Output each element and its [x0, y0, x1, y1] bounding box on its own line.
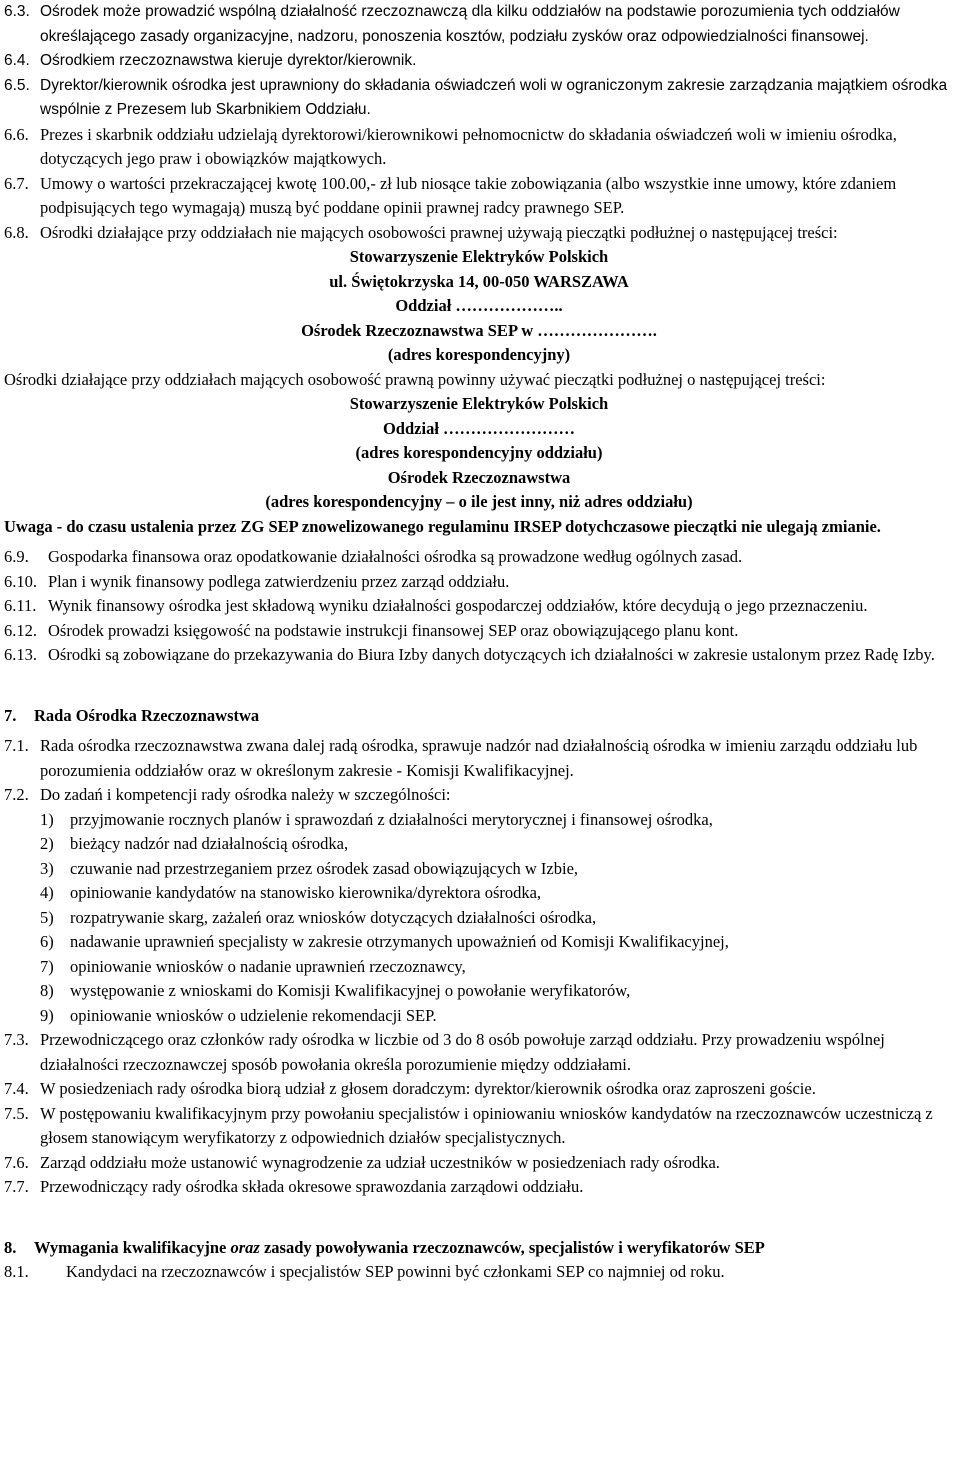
paragraph-8-1 [4, 1260, 954, 1285]
paragraph-number: 6.13. [4, 645, 37, 664]
paragraph-7-7 [4, 1175, 954, 1200]
list-text: występowanie z wnioskami do Komisji Kwalifikacyjnej o powołanie weryfikatorów, [70, 981, 631, 1000]
paragraph-text: W postępowaniu kwalifikacyjnym przy powołaniu specjalistów i opiniowaniu wniosków kandydatów na rzeczoznawców uczestniczą z głosem stanowiącym weryfikatorzy z odpowiednich działów specjalistycznych. [40, 1103, 933, 1147]
stamp-line: Oddział ……………….. [395, 296, 563, 315]
paragraph-text: Wynik finansowy ośrodka jest składową wyniku działalności gospodarczej oddziałów, które decydują o jego przeznaczeniu. [48, 596, 868, 615]
paragraph-text: Przewodniczący rady ośrodka składa okresowe sprawozdania zarządowi oddziału. [40, 1177, 584, 1196]
stamp-line: Oddział …………………… [382, 418, 576, 438]
list-text: przyjmowanie rocznych planów i sprawozdań z działalności merytorycznej i finansowej ośrodka, [70, 809, 713, 829]
paragraph-text: Ośrodkiem rzeczoznawstwa kieruje dyrektor/kierownik. [40, 52, 417, 69]
paragraph-text: Ośrodki działające przy oddziałach nie mających osobowości prawnej używają pieczątki podłużnej o następującej treści: [40, 222, 838, 242]
paragraph-text: Kandydaci na rzeczoznawców i specjalistów SEP powinni być członkami SEP co najmniej od roku. [66, 1262, 725, 1281]
paragraph-number: 6.3. [4, 3, 30, 20]
list-text: opiniowanie wniosków o udzielenie rekomendacji SEP. [70, 1005, 437, 1025]
stamp-line: Ośrodek Rzeczoznawstwa SEP w …………………. [301, 320, 657, 340]
paragraph-number: 7.5. [4, 1103, 29, 1123]
paragraph-between-stamps: Ośrodki działające przy oddziałach mających osobowość prawną powinny używać pieczątki podłużnej o następującej treści: [4, 369, 826, 389]
paragraph-text: Ośrodek może prowadzić wspólną działalność rzeczoznawczą dla kilku oddziałów na podstawie porozumienia tych oddziałów określającego zasady organizacyjne, nadzoru, ponoszenia kosztów, podziału zysków oraz odpowiedzialności finansowej. [40, 3, 900, 45]
paragraph-7-4 [4, 1077, 954, 1102]
paragraph-number: 7.3. [4, 1030, 29, 1049]
list-item [4, 808, 954, 833]
paragraph-text: Plan i wynik finansowy podlega zatwierdzeniu przez zarząd oddziału. [48, 571, 510, 591]
stamp-line: Ośrodek Rzeczoznawstwa [387, 467, 571, 487]
paragraph-6-5 [4, 74, 954, 123]
paragraph-text: Prezes i skarbnik oddziału udzielają dyrektorowi/kierownikowi pełnomocnictw do składania oświadczeń woli w imieniu ośrodka, dotyczących jego praw i obowiązków majątkowych. [40, 124, 897, 168]
stamp-line: Stowarzyszenie Elektryków Polskich [349, 247, 609, 266]
note-paragraph: Uwaga - do czasu ustalenia przez ZG SEP znowelizowanego regulaminu IRSEP dotychczasowe pieczątki nie ulegają zmianie. [4, 516, 881, 536]
list-number: 5) [40, 907, 54, 927]
list-number: 3) [40, 858, 54, 878]
section-title-part: Wymagania kwalifikacyjne [34, 1237, 231, 1257]
paragraph-text: Przewodniczącego oraz członków rady ośrodka w liczbie od 3 do 8 osób powołuje zarząd oddziału. Przy prowadzeniu wspólnej działalności rzeczoznawczej sposób powołania określa porozumienie między oddziałami. [40, 1030, 885, 1074]
list-text: czuwanie nad przestrzeganiem przez ośrodek zasad obowiązujących w Izbie, [70, 858, 579, 878]
paragraph-6-13 [4, 643, 954, 668]
paragraph-number: 7.4. [4, 1079, 29, 1098]
paragraph-7-2 [4, 783, 954, 808]
paragraph-7-6 [4, 1151, 954, 1176]
paragraph-number: 6.4. [4, 52, 30, 69]
paragraph-6-3 [4, 0, 954, 49]
paragraph-6-12 [4, 619, 954, 644]
paragraph-number: 6.6. [4, 124, 29, 144]
list-text: opiniowanie kandydatów na stanowisko kierownika/dyrektora ośrodka, [70, 883, 542, 902]
paragraph-6-4 [4, 49, 954, 74]
list-number: 1) [40, 809, 54, 829]
paragraph-text: W posiedzeniach rady ośrodka biorą udział z głosem doradczym: dyrektor/kierownik ośrodka oraz zaproszeni goście. [40, 1079, 816, 1098]
stamp-template-1 [4, 245, 954, 368]
list-item [4, 906, 954, 931]
paragraph-number: 6.7. [4, 173, 29, 193]
list-number: 7) [40, 956, 54, 976]
paragraph-text: Dyrektor/kierownik ośrodka jest uprawniony do składania oświadczeń woli w ograniczonym zakresie zarządzania majątkiem ośrodka wspólnie z Prezesem lub Skarbnikiem Oddziału. [40, 76, 948, 118]
paragraph-number: 7.7. [4, 1177, 29, 1196]
stamp-line: (adres korespondencyjny oddziału) [355, 443, 603, 462]
list-text: rozpatrywanie skarg, zażaleń oraz wniosków dotyczących działalności ośrodka, [70, 907, 597, 927]
stamp-line: ul. Świętokrzyska 14, 00-050 WARSZAWA [329, 271, 629, 291]
list-item [4, 930, 954, 955]
section-number: 7. [4, 705, 17, 725]
paragraph-number: 7.6. [4, 1152, 29, 1172]
paragraph-number: 6.5. [4, 76, 30, 94]
paragraph-6-7 [4, 172, 954, 221]
stamp-line: (adres korespondencyjny) [387, 345, 571, 364]
paragraph-6-11 [4, 594, 954, 619]
paragraph-number: 6.11. [4, 596, 37, 615]
paragraph-6-8 [4, 221, 954, 246]
paragraph-text: Gospodarka finansowa oraz opodatkowanie działalności ośrodka są prowadzone według ogólnych zasad. [48, 547, 743, 566]
stamp-line: Stowarzyszenie Elektryków Polskich [349, 394, 609, 413]
paragraph-7-5 [4, 1102, 954, 1151]
list-text: bieżący nadzór nad działalnością ośrodka, [70, 834, 349, 853]
stamp-line: (adres korespondencyjny – o ile jest inny, niż adres oddziału) [265, 492, 693, 511]
section-number: 8. [4, 1237, 17, 1257]
paragraph-7-1 [4, 734, 954, 783]
list-number: 2) [40, 834, 54, 853]
list-item [4, 881, 954, 906]
paragraph-text: Zarząd oddziału może ustanowić wynagrodzenie za udział uczestników w posiedzeniach rady ośrodka. [40, 1152, 720, 1172]
paragraph-number: 6.9. [4, 547, 29, 566]
list-text: nadawanie uprawnień specjalisty w zakresie otrzymanych upoważnień od Komisji Kwalifikacyjnej, [70, 932, 729, 951]
paragraph-text: Ośrodki są zobowiązane do przekazywania do Biura Izby danych dotyczących ich działalności w zakresie ustalonym przez Radę Izby. [48, 645, 935, 664]
paragraph-number: 6.10. [4, 571, 37, 591]
paragraph-7-3 [4, 1028, 954, 1077]
paragraph-number: 8.1. [4, 1262, 29, 1281]
list-item [4, 955, 954, 980]
section-title-part: oraz [230, 1237, 260, 1257]
list-item [4, 857, 954, 882]
paragraph-number: 7.1. [4, 736, 29, 755]
section-title: Rada Ośrodka Rzeczoznawstwa [34, 705, 260, 725]
stamp-template-2 [4, 392, 954, 515]
list-text: opiniowanie wniosków o nadanie uprawnień rzeczoznawcy, [70, 956, 466, 976]
paragraph-6-6 [4, 123, 954, 172]
section-7-heading [4, 704, 954, 729]
list-number: 9) [40, 1005, 54, 1025]
paragraph-number: 7.2. [4, 785, 29, 804]
list-number: 6) [40, 932, 54, 951]
section-8-heading [4, 1236, 954, 1261]
list-item [4, 832, 954, 857]
paragraph-number: 6.12. [4, 620, 37, 640]
paragraph-6-10 [4, 570, 954, 595]
list-item [4, 1004, 954, 1029]
list-number: 8) [40, 981, 54, 1000]
paragraph-number: 6.8. [4, 222, 29, 242]
paragraph-text: Umowy o wartości przekraczającej kwotę 100.00,- zł lub niosące takie zobowiązania (albo wszystkie inne umowy, które zdaniem podpisujących tego wymagają) muszą być poddane opinii prawnej radcy prawnego SEP. [40, 173, 897, 217]
paragraph-text: Ośrodek prowadzi księgowość na podstawie instrukcji finansowej SEP oraz obowiązującego planu kont. [48, 620, 739, 640]
paragraph-text: Rada ośrodka rzeczoznawstwa zwana dalej radą ośrodka, sprawuje nadzór nad działalnością ośrodka w imieniu zarządu oddziału lub porozumienia oddziałów oraz w określonym zakresie - Komisji Kwalifikacyjnej. [40, 736, 918, 780]
list-item [4, 979, 954, 1004]
section-title-part: zasady powoływania rzeczoznawców, specjalistów i weryfikatorów SEP [259, 1237, 765, 1257]
paragraph-text: Do zadań i kompetencji rady ośrodka należy w szczególności: [40, 785, 451, 804]
paragraph-6-9 [4, 545, 954, 570]
list-number: 4) [40, 883, 54, 902]
